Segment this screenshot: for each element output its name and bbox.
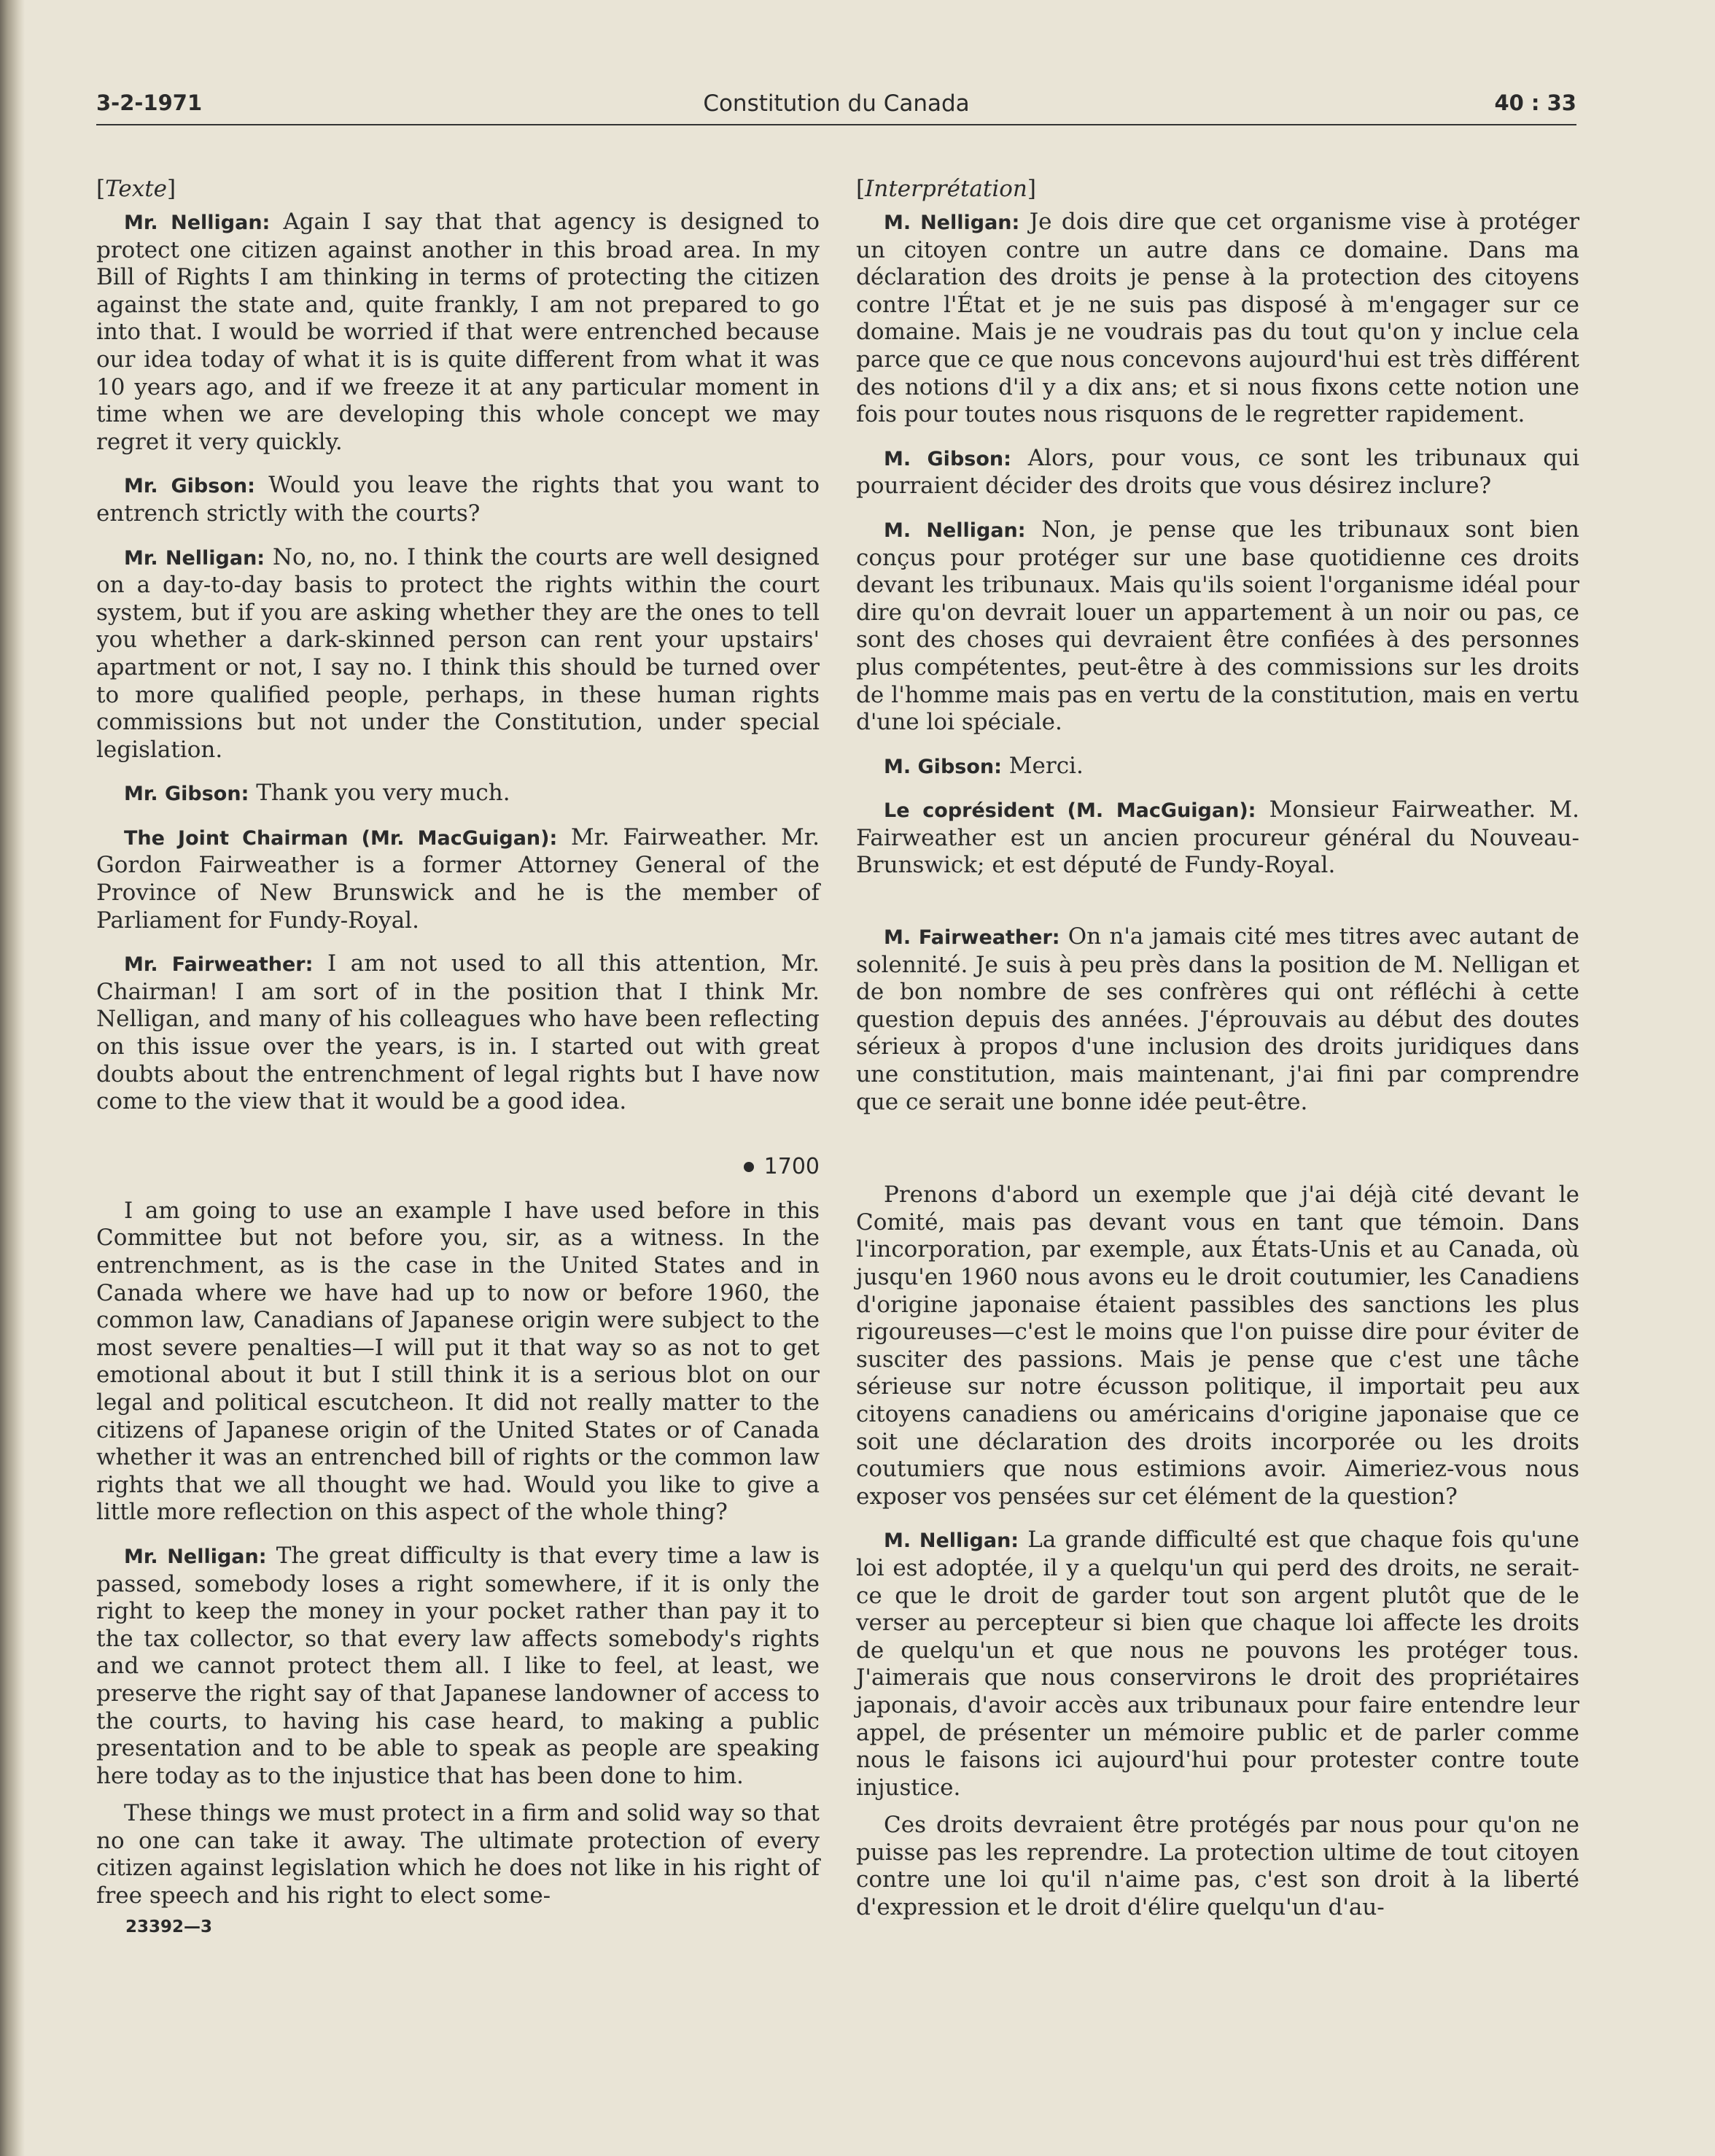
section-label-interpretation: [Interprétation] — [856, 176, 1037, 202]
left-block-1 — [96, 209, 820, 1116]
paragraph: Mr. Gibson: Thank you very much. — [124, 780, 510, 807]
paragraph: M. Nelligan: Je dois dire que cet organisme vise à protéger un citoyen contre un autre dans ce domaine. Dans ma déclaration des droits je pense à la protection des citoyens contre l'État et je ne suis pas disposé à m'engager sur ce domaine. Mais je ne voudrais pas du tout qu'on y inclue cela parce que ce que nous concevons aujourd'hui est très différent des notions d'il y a dix ans; et si nous fixons cette notion une fois pour toutes nous risquons de le regretter rapidement. — [856, 209, 1580, 428]
paragraph: M. Nelligan: Non, je pense que les tribunaux sont bien conçus pour protéger sur une base quotidienne ces droits devant les tribunaux. Mais qu'ils soient l'organisme idéal pour dire qu'on devrait louer un appartement à un noir ou pas, ce sont des choses qui devraient être confiées à des personnes plus compétentes, peut-être à des commissions sur les droits de l'homme mais pas en vertu de la constitution, mais en vertu d'une loi spéciale. — [856, 516, 1579, 736]
paragraph: Mr. Nelligan: The great difficulty is that every time a law is passed, somebody loses a right somewhere, if it is only the right to keep the money in your pocket rather than pay it to the tax collector, so that every law affects somebody's rights and we cannot protect them all. I like to feel, at least, we preserve the right say of that Japanese landowner of access to the courts, to having his case heard, to making a public presentation and to be able to speak as people are speaking here today as to the injustice that has been done to him. — [96, 1542, 820, 1789]
speaker: M. Nelligan: — [884, 1529, 1019, 1553]
right-block-2 — [856, 1182, 1579, 1921]
paragraph: Mr. Fairweather: I am not used to all this attention, Mr. Chairman! I am sort of in the position that I think Mr. Nelligan, and many of his colleagues who have been reflecting on this issue over the years, is in. I started out with great doubts about the entrenchment of legal rights but I have now come to the view that it would be a good idea. — [96, 950, 820, 1115]
header-rule — [96, 124, 1576, 125]
paragraph: Mr. Gibson: Would you leave the rights that you want to entrench strictly with the courts? — [96, 472, 820, 527]
paragraph: M. Gibson: Alors, pour vous, ce sont les tribunaux qui pourraient décider des droits que vous désirez inclure? — [856, 444, 1579, 500]
paragraph: Le coprésident (M. MacGuigan): Monsieur Fairweather. M. Fairweather est un ancien procureur général du Nouveau-Brunswick; et est député de Fundy-Royal. — [856, 796, 1579, 879]
right-block-1 — [856, 209, 1579, 1116]
time-marker: 1700 — [96, 1152, 820, 1182]
page-header — [96, 90, 1576, 125]
speaker: M. Gibson: — [884, 755, 1002, 778]
speaker: Mr. Nelligan: — [124, 1545, 267, 1568]
speaker: Mr. Fairweather: — [124, 953, 314, 977]
speaker: M. Fairweather: — [884, 926, 1060, 950]
header-title: Constitution du Canada — [703, 90, 970, 117]
speaker: Mr. Nelligan: — [124, 546, 265, 570]
print-code: 23392—3 — [125, 1917, 213, 1936]
section-label-texte: [Texte] — [96, 176, 176, 202]
paragraph: M. Gibson: Merci. — [884, 752, 1084, 779]
paragraph: Mr. Nelligan: No, no, no. I think the courts are well designed on a day-to-day basis to protect the rights within the court system, but if you are asking whether they are the ones to tell you whether a dark-skinned person can rent your upstairs' apartment or not, I say no. I think this should be turned over to more qualified people, perhaps, in these human rights commissions but not under the Constitution, under special legislation. — [96, 543, 820, 763]
paragraph: Mr. Nelligan: Again I say that that agency is designed to protect one citizen against another in this broad area. In my Bill of Rights I am thinking in terms of protecting the citizen against the state and, quite frankly, I am not prepared to go into that. I would be worried if that were entrenched because our idea today of what it is is quite different from what it was 10 years ago, and if we freeze it at any particular moment in time when we are developing this whole concept we may regret it very quickly. — [96, 209, 820, 455]
page-number: 40 : 33 — [1494, 90, 1576, 115]
paragraph: Prenons d'abord un exemple que j'ai déjà cité devant le Comité, mais pas devant vous en tant que témoin. Dans l'incorporation, par exemple, aux États-Unis et au Canada, où jusqu'en 1960 nous avons eu le droit coutumier, les Canadiens d'origine japonaise étaient passibles des sanctions les plus rigoureuses—c'est le moins que l'on puisse dire pour éviter de susciter des passions. Mais je pense que c'est une tâche sérieuse sur notre écusson politique, il importait peu aux citoyens canadiens ou américains d'origine japonaise que ce soit une déclaration des droits incorporée ou les droits coutumiers que nous estimions avoir. Aimeriez-vous nous exposer vos pensées sur cet élément de la question? — [856, 1182, 1579, 1510]
speaker: M. Gibson: — [884, 447, 1011, 470]
column-gap — [856, 1116, 1579, 1182]
paragraph: The Joint Chairman (Mr. MacGuigan): Mr. Fairweather. Mr. Gordon Fairweather is a former Attorney General of the Province of New Brunswick and he is the member of Parliament for Fundy-Royal. — [96, 823, 820, 934]
english-column — [96, 175, 820, 1936]
speaker: M. Nelligan: — [884, 212, 1020, 234]
french-column — [856, 175, 1579, 1922]
speaker: Mr. Gibson: — [124, 783, 249, 806]
speaker: Le coprésident (M. MacGuigan): — [884, 799, 1256, 823]
speaker: Mr. Gibson: — [124, 475, 255, 498]
paragraph: Ces droits devraient être protégés par nous pour qu'on ne puisse pas les reprendre. La protection ultime de tout citoyen contre une loi qu'il n'aime pas, c'est son droit à la liberté d'expression et le droit d'élire quelqu'un d'au- — [856, 1812, 1579, 1921]
book-spine-shadow — [0, 0, 25, 2156]
left-block-2 — [96, 1198, 820, 1910]
paragraph: I am going to use an example I have used before in this Committee but not before you, sir, as a witness. In the entrenchment, as is the case in the United States and in Canada where we have had up to now or before 1960, the common law, Canadians of Japanese origin were subject to the most severe penalties—I will put it that way so as not to get emotional about it but I still think it is a serious blot on our legal and political escutcheon. It did not really matter to the citizens of Japanese origin of the United States or of Canada whether it was an entrenched bill of rights or the common law rights that we all thought we had. Would you like to give a little more reflection on this aspect of the whole thing? — [96, 1197, 820, 1526]
header-date: 3-2-1971 — [96, 90, 203, 115]
bullet-icon — [744, 1162, 754, 1172]
speaker: Mr. Nelligan: — [124, 212, 271, 234]
paragraph: M. Nelligan: La grande difficulté est que chaque fois qu'une loi est adoptée, il y a quelqu'un qui perd des droits, ne serait-ce que le droit de garder tout son argent plutôt que de le verser au percepteur si bien que chaque loi affecte les droits de quelqu'un et que nous ne pouvons les protéger tous. J'aimerais que nous conservirons le droit des propriétaires japonais, d'avoir accès aux tribunaux pour faire entendre leur appel, de présenter un mémoire public et de parler comme nous le faisons ici aujourd'hui pour protester contre toute injustice. — [856, 1527, 1580, 1801]
speaker: The Joint Chairman (Mr. MacGuigan): — [124, 826, 558, 850]
paragraph: These things we must protect in a firm and solid way so that no one can take it away. The ultimate protection of every citizen against legislation which he does not like in his right of free speech and his right to elect some- — [96, 1800, 820, 1909]
paragraph: M. Fairweather: On n'a jamais cité mes titres avec autant de solennité. Je suis à peu près dans la position de M. Nelligan et de bon nombre de ses confrères qui ont réfléchi à cette question depuis des années. J'éprouvais au début des doutes sérieux à propos d'une inclusion des droits juridiques dans une constitution, mais maintenant, j'ai fini par comprendre que ce serait une bonne idée peut-être. — [856, 923, 1579, 1115]
speaker: M. Nelligan: — [884, 519, 1026, 542]
